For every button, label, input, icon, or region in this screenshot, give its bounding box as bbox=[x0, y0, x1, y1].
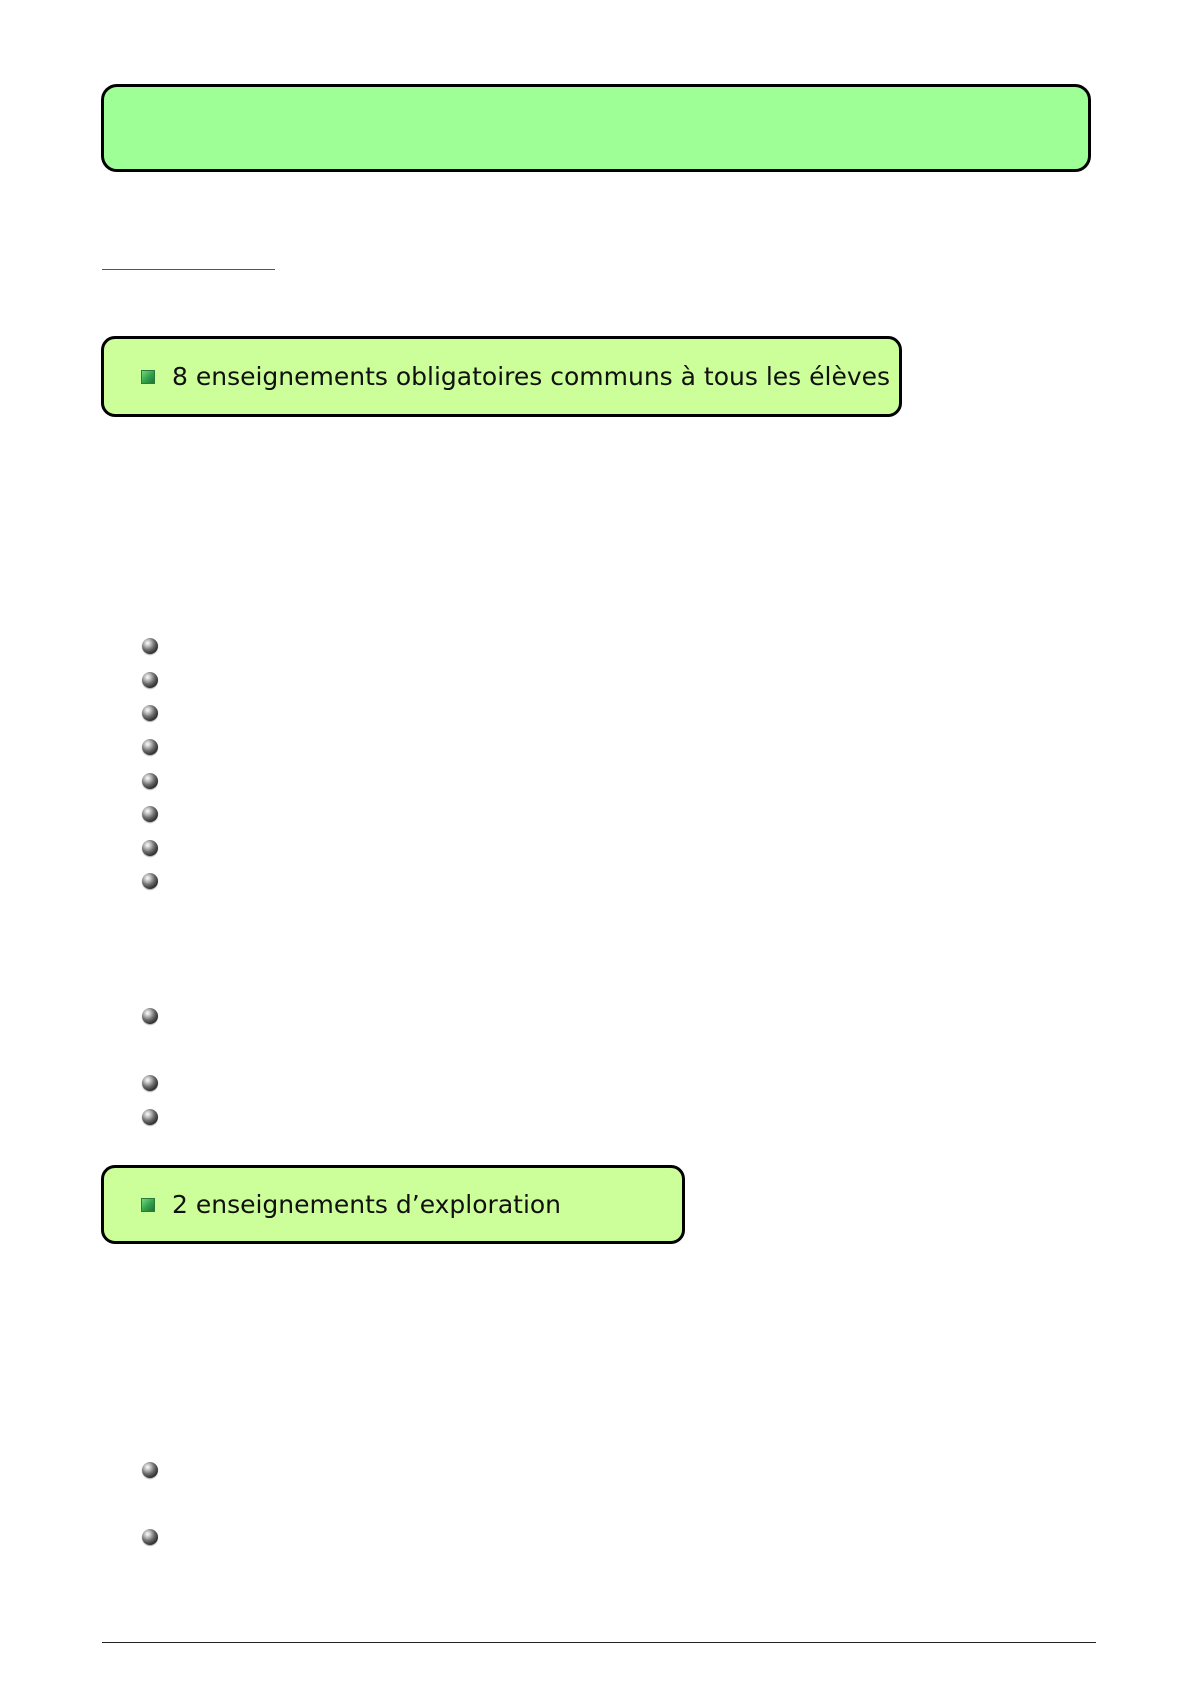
underline-rule bbox=[102, 269, 275, 270]
sphere-bullet-icon bbox=[142, 806, 158, 822]
title-banner bbox=[101, 84, 1091, 172]
sphere-bullet-icon bbox=[142, 873, 158, 889]
sphere-bullet-icon bbox=[142, 1529, 158, 1545]
footer-rule bbox=[102, 1642, 1096, 1643]
section-header-common-courses bbox=[101, 336, 902, 417]
sphere-bullet-icon bbox=[142, 739, 158, 755]
sphere-bullet-icon bbox=[142, 672, 158, 688]
sphere-bullet-icon bbox=[142, 840, 158, 856]
sphere-bullet-icon bbox=[142, 1008, 158, 1024]
sphere-bullet-icon bbox=[142, 1462, 158, 1478]
section-header-exploration-courses bbox=[101, 1165, 685, 1244]
square-bullet-icon bbox=[141, 370, 155, 384]
sphere-bullet-icon bbox=[142, 705, 158, 721]
sphere-bullet-icon bbox=[142, 1109, 158, 1125]
sphere-bullet-icon bbox=[142, 638, 158, 654]
section-title: 2 enseignements d’exploration bbox=[172, 1190, 562, 1219]
sphere-bullet-icon bbox=[142, 1075, 158, 1091]
sphere-bullet-icon bbox=[142, 773, 158, 789]
square-bullet-icon bbox=[141, 1198, 155, 1212]
section-title: 8 enseignements obligatoires communs à tous les élèves bbox=[172, 362, 891, 391]
